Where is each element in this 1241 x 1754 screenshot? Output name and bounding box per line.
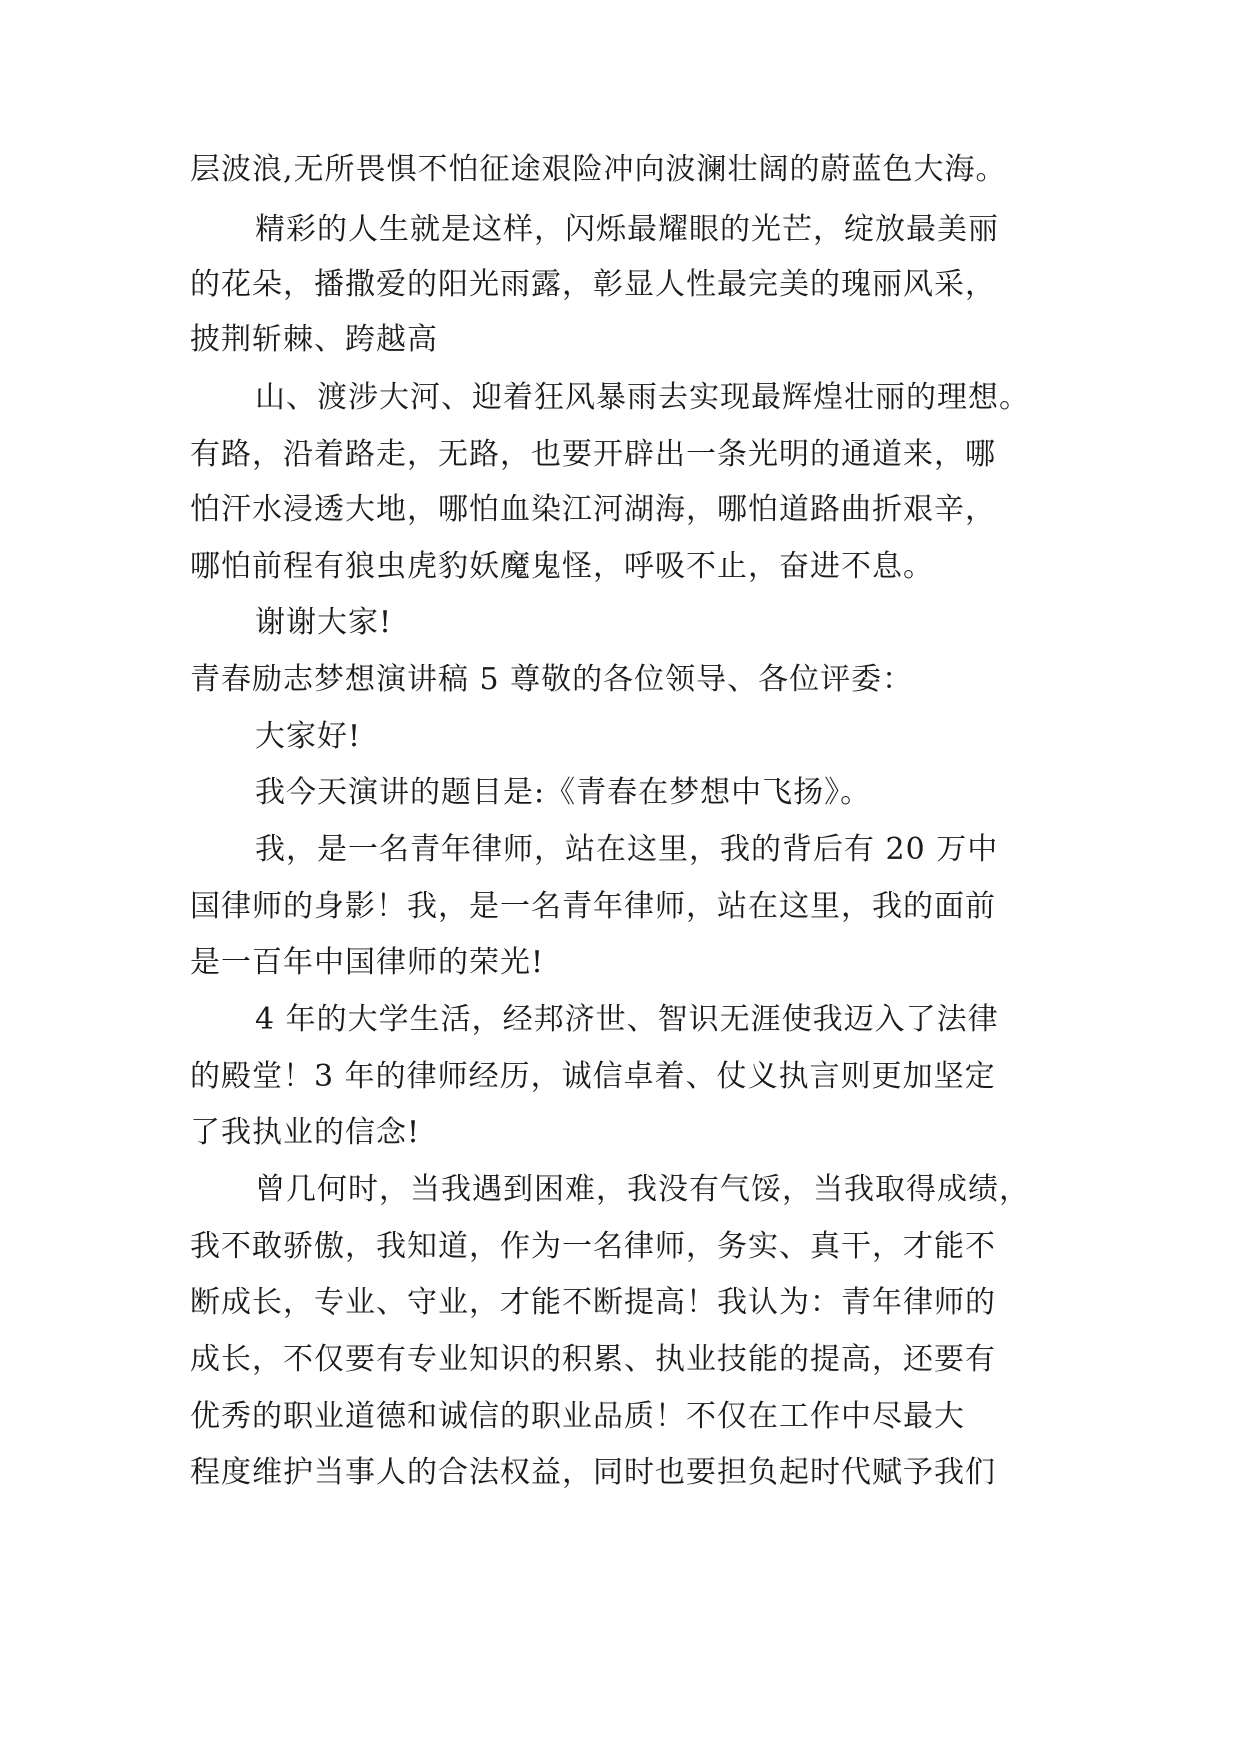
text-line: 程度维护当事人的合法权益，同时也要担负起时代赋予我们 <box>190 1455 996 1490</box>
text-line: 的花朵，播撒爱的阳光雨露，彰显人性最完美的瑰丽风采， <box>190 267 996 302</box>
paragraph-start: 我今天演讲的题目是:《青春在梦想中飞扬》。 <box>255 775 872 810</box>
text-line: 有路，沿着路走，无路，也要开辟出一条光明的通道来，哪 <box>190 437 996 472</box>
text-line: 怕汗水浸透大地，哪怕血染江河湖海，哪怕道路曲折艰辛， <box>190 492 996 527</box>
section-heading: 青春励志梦想演讲稿 5 尊敬的各位领导、各位评委： <box>190 662 914 697</box>
text-line: 断成长，专业、守业，才能不断提高！我认为：青年律师的 <box>190 1285 996 1320</box>
text-line: 是一百年中国律师的荣光! <box>190 945 545 980</box>
paragraph-start: 大家好! <box>255 719 362 754</box>
text-line: 层波浪,无所畏惧不怕征途艰险冲向波澜壮阔的蔚蓝色大海。 <box>190 152 1007 187</box>
text-line: 哪怕前程有狼虫虎豹妖魔鬼怪，呼吸不止，奋进不息。 <box>190 549 934 584</box>
text-line: 的殿堂！3 年的律师经历，诚信卓着、仗义执言则更加坚定 <box>190 1059 996 1094</box>
text-line: 国律师的身影！我，是一名青年律师，站在这里，我的面前 <box>190 889 996 924</box>
paragraph-start: 山、渡涉大河、迎着狂风暴雨去实现最辉煌壮丽的理想。 <box>255 380 1030 415</box>
paragraph-start: 4 年的大学生活，经邦济世、智识无涯使我迈入了法律 <box>255 1002 999 1037</box>
paragraph-start: 谢谢大家! <box>255 605 393 640</box>
paragraph-start: 我，是一名青年律师，站在这里，我的背后有 20 万中 <box>255 832 999 867</box>
paragraph-start: 曾几何时，当我遇到困难，我没有气馁，当我取得成绩， <box>255 1172 1030 1207</box>
text-line: 我不敢骄傲，我知道，作为一名律师，务实、真干，才能不 <box>190 1229 996 1264</box>
text-line: 披荆斩棘、跨越高 <box>190 322 438 357</box>
text-line: 优秀的职业道德和诚信的职业品质！不仅在工作中尽最大 <box>190 1399 965 1434</box>
text-line: 成长，不仅要有专业知识的积累、执业技能的提高，还要有 <box>190 1342 996 1377</box>
paragraph-start: 精彩的人生就是这样，闪烁最耀眼的光芒，绽放最美丽 <box>255 212 999 247</box>
text-line: 了我执业的信念! <box>190 1115 421 1150</box>
